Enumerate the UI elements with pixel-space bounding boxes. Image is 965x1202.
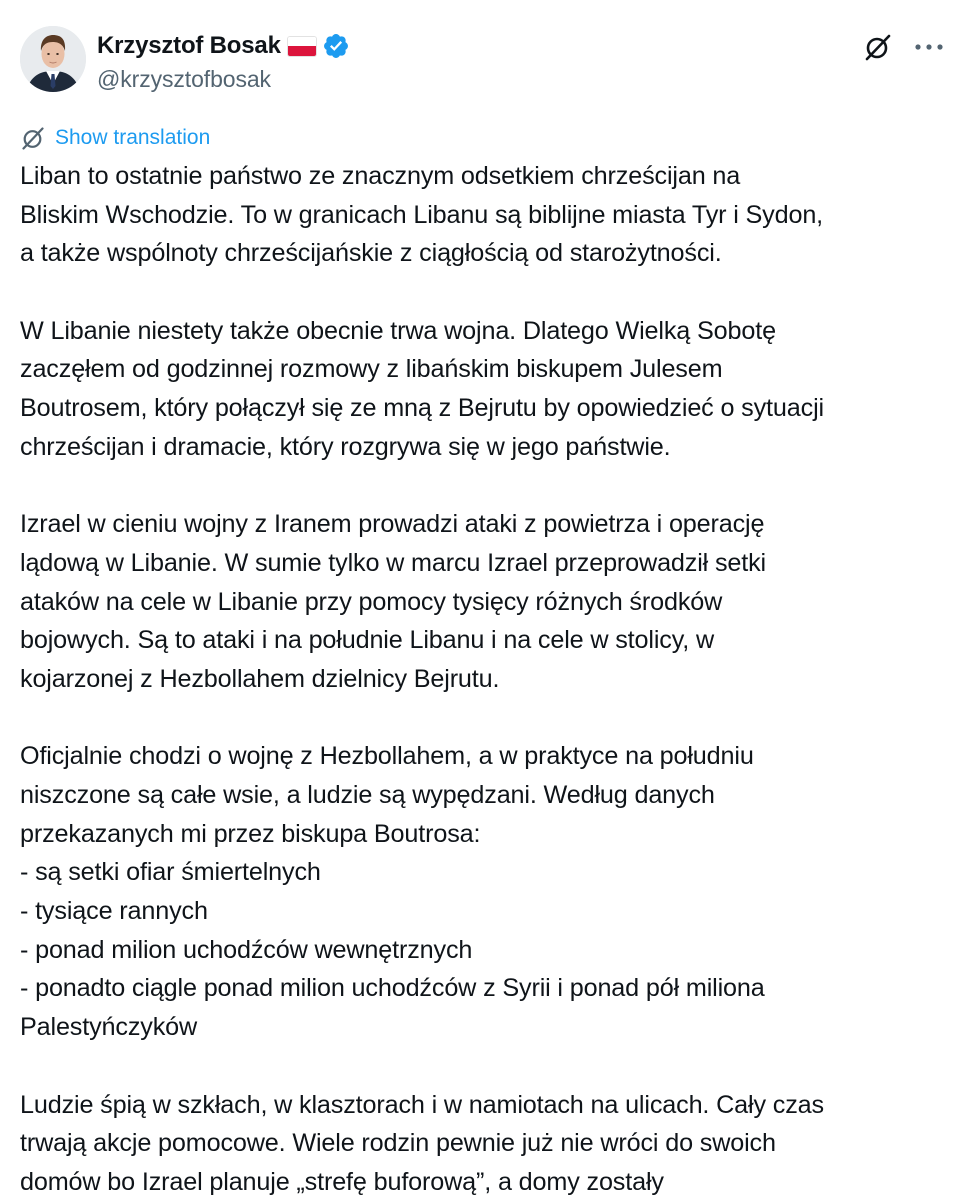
poland-flag-icon: [287, 36, 317, 57]
text-line: niszczone są całe wsie, a ludzie są wypędzani. Według danych: [20, 781, 715, 809]
paragraph: [20, 505, 955, 698]
paragraph: [20, 312, 955, 467]
header-actions: [861, 30, 949, 64]
display-name[interactable]: Krzysztof Bosak: [97, 32, 281, 59]
paragraph-gap: [20, 699, 955, 738]
tweet-header: [20, 26, 949, 96]
tweet-text: [20, 157, 955, 1202]
text-line: Liban to ostatnie państwo ze znacznym odsetkiem chrześcijan na: [20, 162, 741, 190]
text-line: Ludzie śpią w szkłach, w klasztorach i w namiotach na ulicach. Cały czas: [20, 1090, 824, 1119]
text-line: ataków na cele w Libanie przy pomocy tysięcy różnych środków: [20, 587, 723, 616]
text-line: przekazanych mi przez biskupa Boutrosa:: [20, 819, 481, 848]
text-line: a także wspólnoty chrześcijańskie z ciągłością od starożytności.: [20, 239, 722, 268]
verified-badge-icon[interactable]: [322, 32, 350, 60]
text-line: lądową w Libanie. W sumie tylko w marcu Izrael przeprowadził setki: [20, 548, 767, 577]
text-line: W Libanie niestety także obecnie trwa wojna. Dlatego Wielką Sobotę: [20, 316, 776, 345]
text-line: bojowych. Są to ataki i na południe Libanu i na cele w stolicy, w: [20, 626, 715, 655]
text-line: Oficjalnie chodzi o wojnę z Hezbollahem, a w praktyce na południu: [20, 742, 754, 771]
paragraph-gap: [20, 273, 955, 312]
text-line: trwają akcje pomocowe. Wiele rodzin pewnie już nie wróci do swoich: [20, 1129, 776, 1158]
show-translation-label: Show translation: [55, 126, 211, 149]
paragraph: [20, 737, 955, 1047]
more-horizontal-icon: [914, 43, 944, 51]
list-item: - ponadto ciągle ponad milion uchodźców z Syrii i ponad pół miliona: [20, 974, 765, 1003]
paragraph-gap: [20, 467, 955, 506]
list-item: Palestyńczyków: [20, 1013, 198, 1042]
text-line: domów bo Izrael planuje „strefę buforową”, a domy zostały: [20, 1167, 664, 1196]
list-item: - są setki ofiar śmiertelnych: [20, 858, 321, 887]
text-line: Izrael w cieniu wojny z Iranem prowadzi ataki z powietrza i operację: [20, 510, 765, 539]
avatar[interactable]: [20, 26, 86, 92]
author-handle[interactable]: @krzysztofbosak: [97, 66, 271, 92]
grok-translate-icon: [20, 125, 46, 151]
paragraph: [20, 1086, 955, 1202]
text-line: kojarzonej z Hezbollahem dzielnicy Bejrutu.: [20, 664, 500, 693]
author-name-row: [97, 32, 350, 60]
grok-icon: [863, 32, 893, 62]
paragraph: [20, 157, 955, 273]
paragraph-gap: [20, 1047, 955, 1086]
avatar-portrait: [20, 26, 86, 92]
text-line: Boutrosem, który połączył się ze mną z Bejrutu by opowiedzieć o sytuacji: [20, 394, 824, 423]
text-line: zaczęłem od godzinnej rozmowy z libańskim biskupem Julesem: [20, 355, 723, 384]
grok-button[interactable]: [861, 30, 895, 64]
list-item: - tysiące rannych: [20, 897, 208, 926]
author-info: [97, 32, 350, 93]
text-line: chrześcijan i dramacie, który rozgrywa się w jego państwie.: [20, 432, 671, 461]
list-item: - ponad milion uchodźców wewnętrznych: [20, 935, 473, 964]
show-translation-link[interactable]: [20, 124, 210, 152]
more-options-button[interactable]: [909, 30, 949, 64]
text-line: Bliskim Wschodzie. To w granicach Libanu są biblijne miasta Tyr i Sydon,: [20, 200, 824, 229]
